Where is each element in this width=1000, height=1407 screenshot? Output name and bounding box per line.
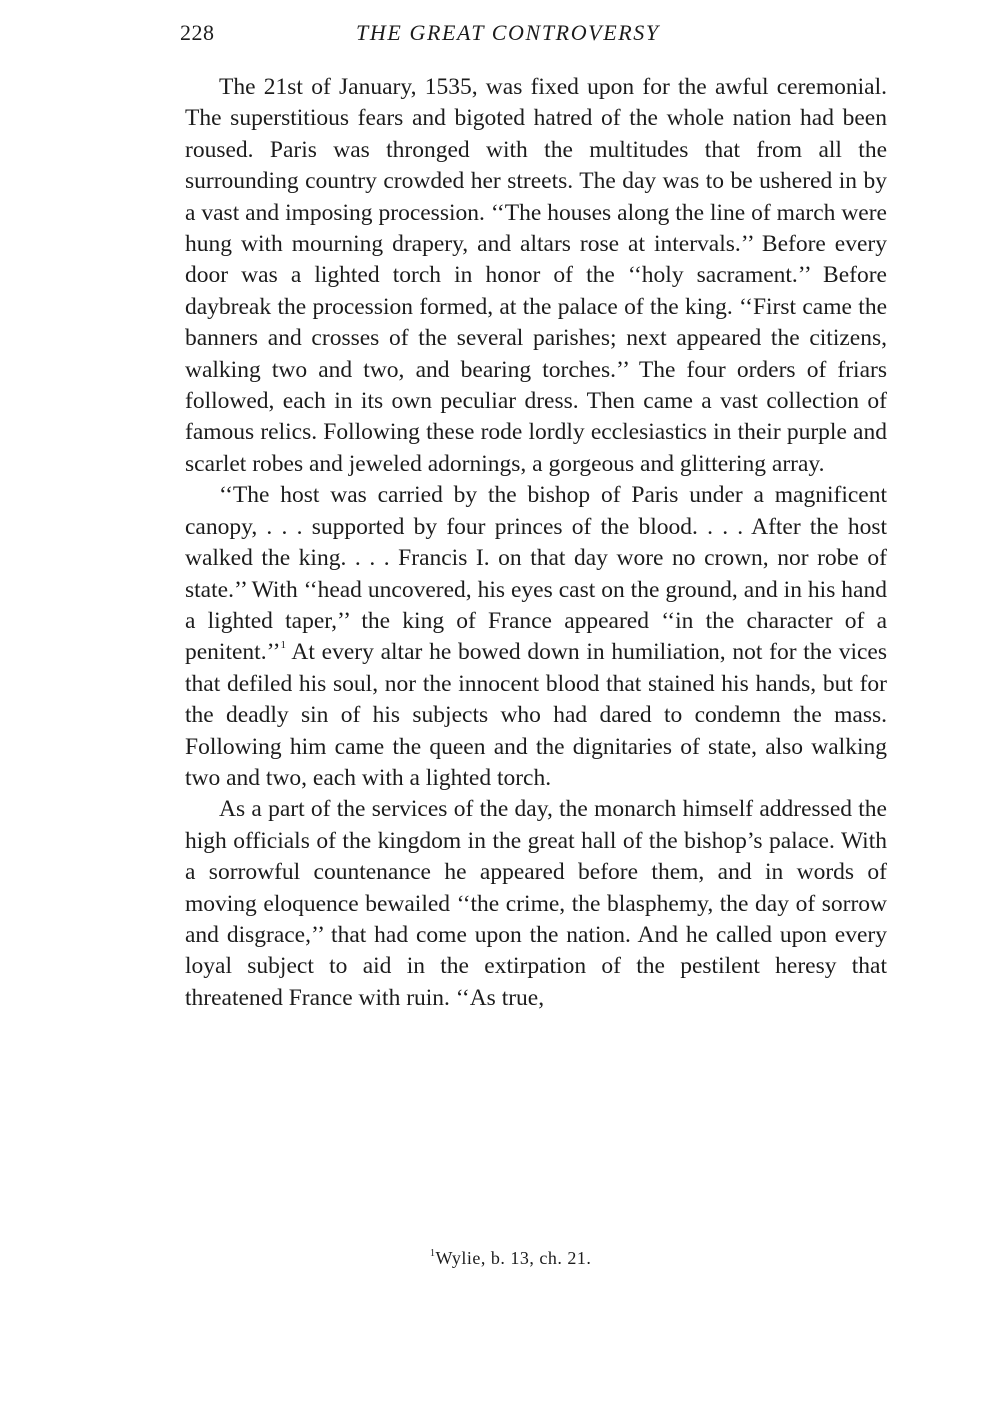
footnote-reference: 1	[280, 639, 286, 652]
paragraph-2-text-b: At every altar he bowed down in humiliation, not for the vices that defiled his soul, nor the innocent blood that stained his hands, but for the deadly sin of his subjects who had dared to condemn the mass. Following him came the queen and the dignitaries of state, also walking two and two, each with a lighted torch.	[185, 639, 887, 791]
page-number: 228	[180, 20, 215, 45]
paragraph-1: The 21st of January, 1535, was fixed upon for the awful ceremonial. The superstitious fears and bigoted hatred of the whole nation had been roused. Paris was thronged with the multitudes that from all the surrounding country crowded her streets. The day was to be ushered in by a vast and imposing procession. ‘‘The houses along the line of march were hung with mourning drapery, and altars rose at intervals.’’ Before every door was a lighted torch in honor of the ‘‘holy sacrament.’’ Before daybreak the procession formed, at the palace of the king. ‘‘First came the banners and crosses of the several parishes; next appeared the citizens, walking two and two, and bearing torches.’’ The four orders of friars followed, each in its own peculiar dress. Then came a vast collection of famous relics. Following these rode lordly ecclesiastics in their purple and scarlet robes and jeweled adornings, a gorgeous and glittering array.	[185, 74, 887, 477]
footnote-marker: 1	[430, 1248, 436, 1259]
footnote	[430, 1248, 591, 1269]
body-text	[185, 72, 887, 1014]
running-title: THE GREAT CONTROVERSY	[356, 20, 660, 45]
paragraph-2	[185, 480, 887, 794]
footnote-text: Wylie, b. 13, ch. 21.	[435, 1248, 592, 1268]
paragraph-3: As a part of the services of the day, the monarch himself addressed the high officials of the kingdom in the great hall of the bishop’s palace. With a sorrowful countenance he appeared before them, and in words of moving eloquence bewailed ‘‘the crime, the blasphemy, the day of sorrow and disgrace,’’ that had come upon the nation. And he called upon every loyal subject to aid in the extirpation of the pestilent heresy that threatened France with ruin. ‘‘As true,	[185, 796, 887, 1011]
paragraph-2-text-a: ‘‘The host was carried by the bishop of Paris under a magnificent canopy, . . . supported by four princes of the blood. . . . After the host walked the king. . . . Francis I. on that day wore no crown, nor robe of state.’’ With ‘‘head uncovered, his eyes cast on the ground, and in his hand a lighted taper,’’ the king of France appeared ‘‘in the character of a penitent.’’	[185, 482, 887, 666]
